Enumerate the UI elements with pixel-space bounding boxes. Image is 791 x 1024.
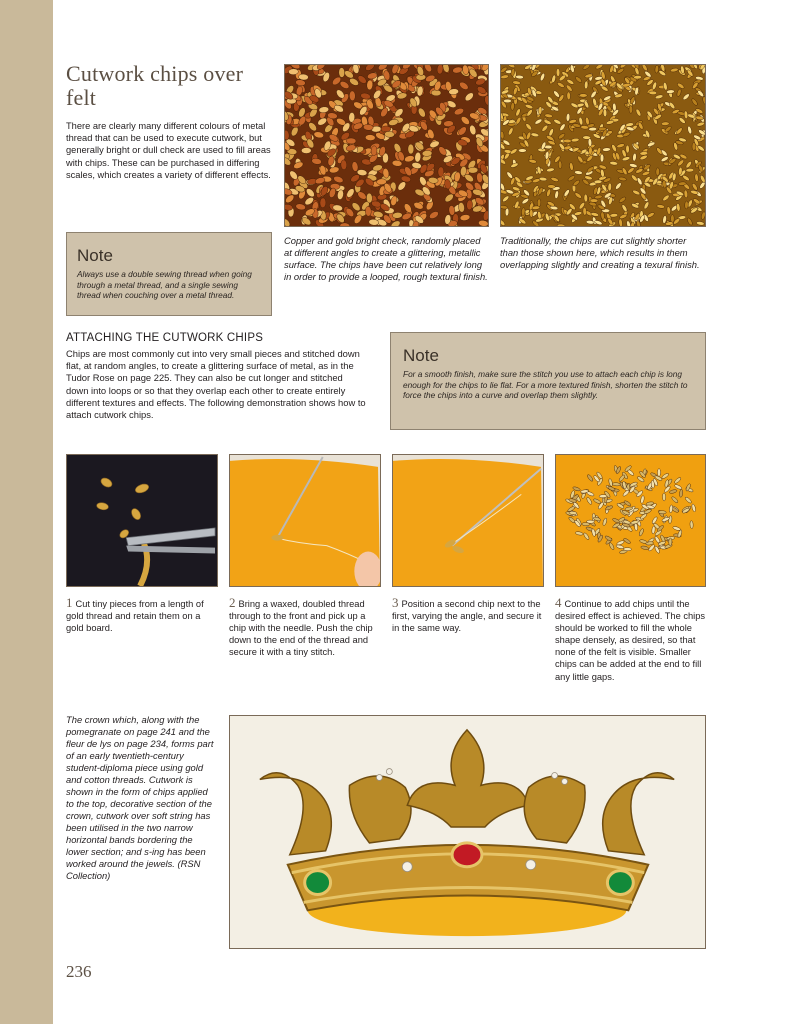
note-text: For a smooth finish, make sure the stitch you use to attach each chip is long enough for the chips to lie flat. For a more textured finish, shorten the stitch to force the chips into a curve and overlap them slightly.: [403, 369, 688, 401]
step-1-photo: [66, 454, 218, 587]
page-title: Cutwork chips over felt: [66, 61, 244, 110]
step-description: Position a second chip next to the first, varying the angle, and secure it in the same way.: [392, 599, 542, 634]
crown-photo: [229, 715, 706, 949]
intro-paragraph: There are clearly many different colours of metal thread that can be used to execute cutwork, but generally bright or dull check are used to fill areas with chips. These can be purchased in differing scales, which creates a variety of different effects.: [66, 121, 271, 180]
gold-chips-caption: Traditionally, the chips are cut slightly shorter than those shown here, which results in them overlapping slightly and creating a texural finish.: [500, 235, 700, 270]
step-description: Bring a waxed, doubled thread through to the front and pick up a chip with the needle. Push the chip down to the end of the thread and secure it with a tiny stitch.: [229, 599, 373, 658]
step-3-photo: [392, 454, 544, 587]
step-description: Continue to add chips until the desired effect is achieved. The chips should be worked to fill the whole shape densely, as desired, so that none of the felt is visible. Smaller chips can be added at the end to fill any little gaps.: [555, 599, 706, 682]
step-3-text: [392, 597, 544, 634]
page-margin-strip: [0, 0, 53, 1024]
crown-caption: The crown which, along with the pomegranate on page 241 and the fleur de lys on page 234, forms part of an early twentieth-century student-diploma piece using gold and cotton threads. Cutwork is shown in the form of chips applied to the top, decorative section of the crown, cutwork over soft string has been utilised in the two narrow horizontal bands bordering the lower section; and s-ing has been worked around the jewels. (RSN Collection): [66, 714, 214, 881]
note-heading: Note: [403, 346, 439, 365]
copper-chips-photo: [284, 64, 489, 227]
page-number: 236: [66, 962, 92, 981]
step-number: 3: [392, 595, 399, 610]
copper-chips-caption: Copper and gold bright check, randomly placed at different angles to create a glittering, metallic surface. The chips have been cut relatively long in order to provide a looped, rough textural finish.: [284, 235, 488, 282]
note-heading: Note: [77, 246, 113, 265]
step-description: Cut tiny pieces from a length of gold thread and retain them on a gold board.: [66, 599, 204, 634]
step-1-text: [66, 597, 218, 634]
section-heading: ATTACHING THE CUTWORK CHIPS: [66, 332, 264, 344]
gold-chips-photo: [500, 64, 706, 227]
note-box-finish: [390, 332, 706, 430]
note-text: Always use a double sewing thread when going through a metal thread, and a single sewing thread when couching over a metal thread.: [77, 269, 252, 301]
step-4-photo: [555, 454, 706, 587]
note-box-thread: [66, 232, 272, 316]
step-number: 1: [66, 595, 73, 610]
step-2-text: [229, 597, 381, 658]
step-number: 4: [555, 595, 562, 610]
step-number: 2: [229, 595, 236, 610]
step-4-text: [555, 597, 706, 683]
step-2-photo: [229, 454, 381, 587]
section-body: Chips are most commonly cut into very small pieces and stitched down flat, at random angles, to create a glittering surface of metal, as in the Tudor Rose on page 225. They can also be cut longer and stitched down into loops or so that they overlap each other to create entirely different textures and effects. The following demonstration shows how to attach cutwork chips.: [66, 348, 366, 421]
